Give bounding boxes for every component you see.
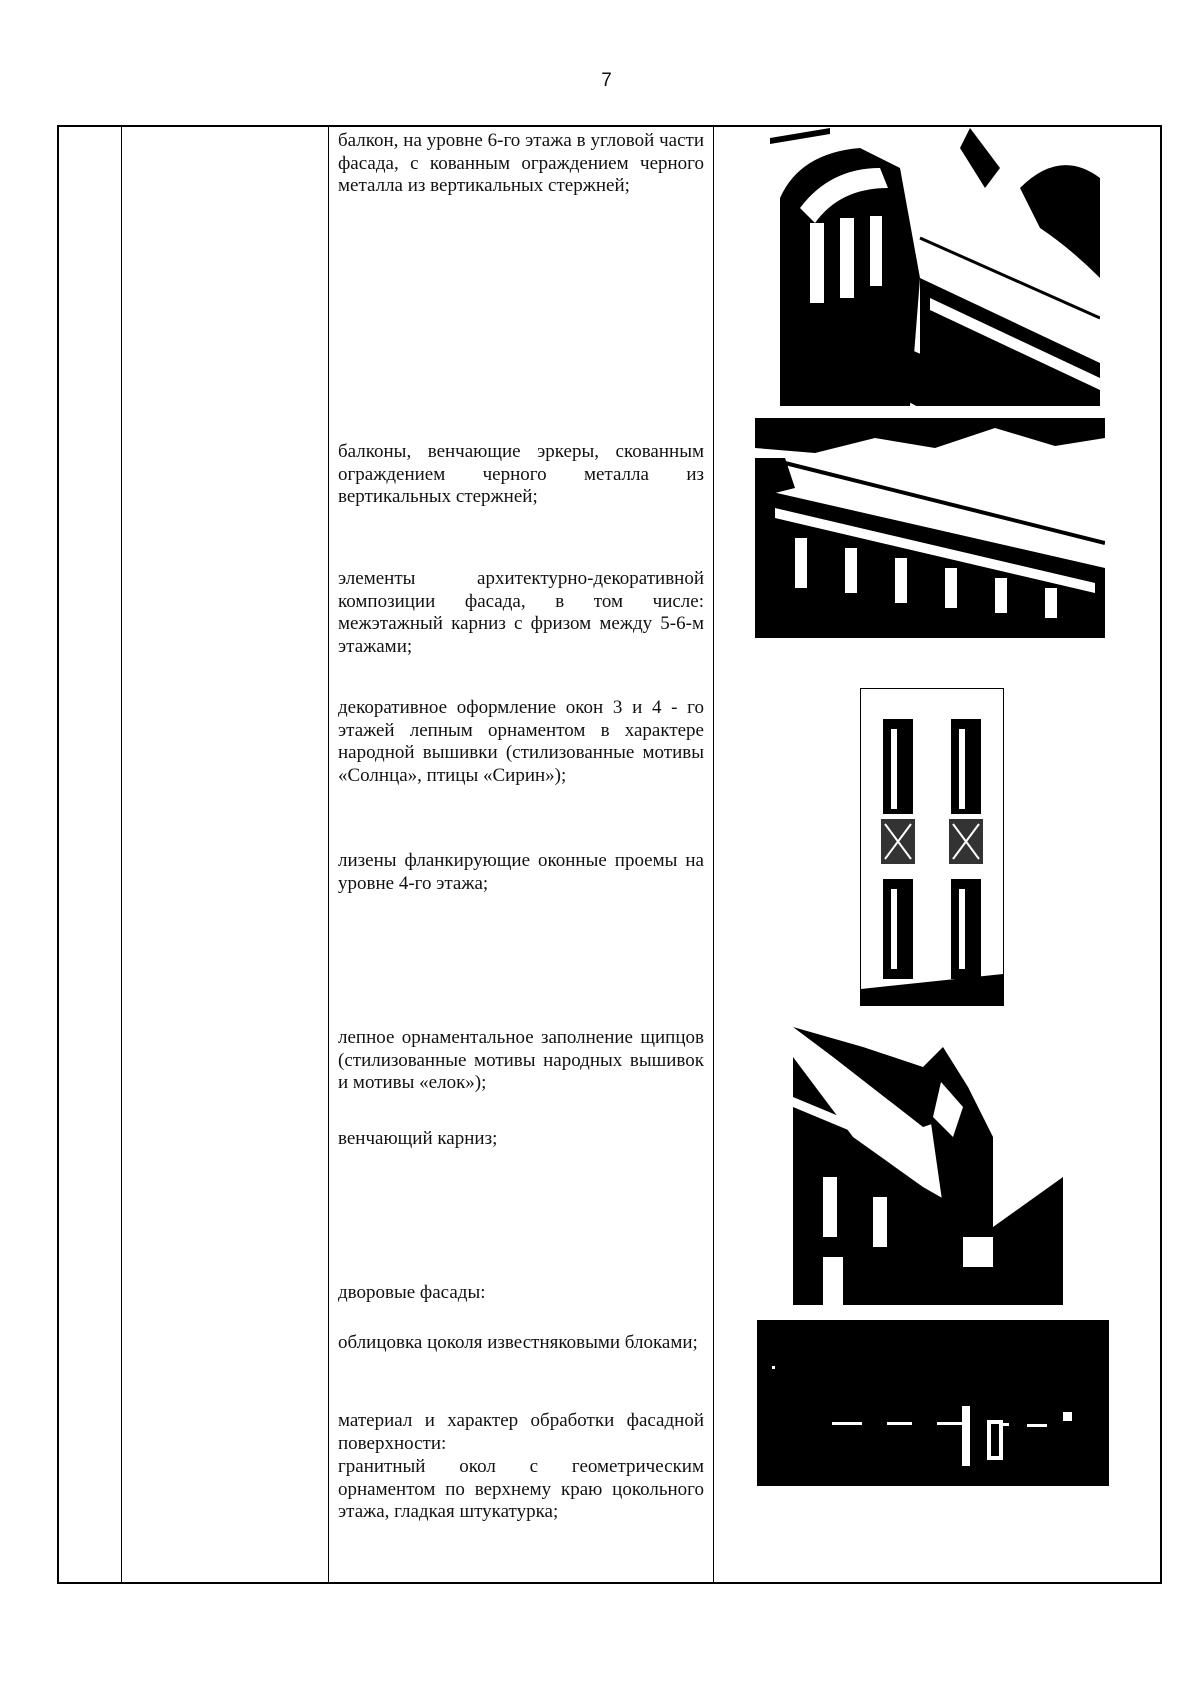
paragraph-plinth-cladding: облицовка цоколя известняковыми блоками; bbox=[338, 1332, 698, 1353]
paragraph-oriel-balconies: балконы, венчающие эркеры, скованным ограждением черного металла из вертикальных стержней; bbox=[338, 441, 704, 507]
paragraph-gable-ornament: лепное орнаментальное заполнение щипцов (стилизованные мотивы народных вышивок и мотивы «елок»); bbox=[338, 1027, 704, 1093]
photo-oriel-balconies bbox=[755, 418, 1105, 638]
paragraph-granite-plinth: гранитный окол с геометрическим орнаментом по верхнему краю цокольного этажа, гладкая штукатурка; bbox=[338, 1456, 704, 1522]
paragraph-corner-balcony: балкон, на уровне 6-го этажа в угловой части фасада, с кованным ограждением черного металла из вертикальных стержней; bbox=[338, 130, 704, 196]
paragraph-courtyard-facades: дворовые фасады: bbox=[338, 1282, 486, 1303]
paragraph-crowning-cornice: венчающий карниз; bbox=[338, 1128, 498, 1149]
paragraph-lesenes: лизены фланкирующие оконные проемы на уровне 4-го этажа; bbox=[338, 850, 704, 894]
paragraph-facade-material: материал и характер обработки фасадной поверхности: bbox=[338, 1410, 704, 1454]
photo-corner-balcony bbox=[770, 128, 1100, 406]
column-divider-2 bbox=[328, 127, 329, 1582]
photo-facade-windows bbox=[860, 688, 1004, 1006]
paragraph-cornice-frieze: элементы архитектурно-декоративной композиции фасада, в том числе: межэтажный карниз с фризом между 5-6-м этажами; bbox=[338, 568, 704, 657]
paragraph-window-decoration: декоративное оформление окон 3 и 4 - го этажей лепным орнаментом в характере народной вышивки (стилизованные мотивы «Солнца», птицы «Сирин»); bbox=[338, 697, 704, 786]
column-divider-1 bbox=[121, 127, 122, 1582]
column-divider-3 bbox=[713, 127, 714, 1582]
page-number: 7 bbox=[601, 70, 612, 91]
photo-courtyard-facade bbox=[757, 1320, 1109, 1486]
photo-gables-cornice bbox=[793, 1027, 1063, 1305]
